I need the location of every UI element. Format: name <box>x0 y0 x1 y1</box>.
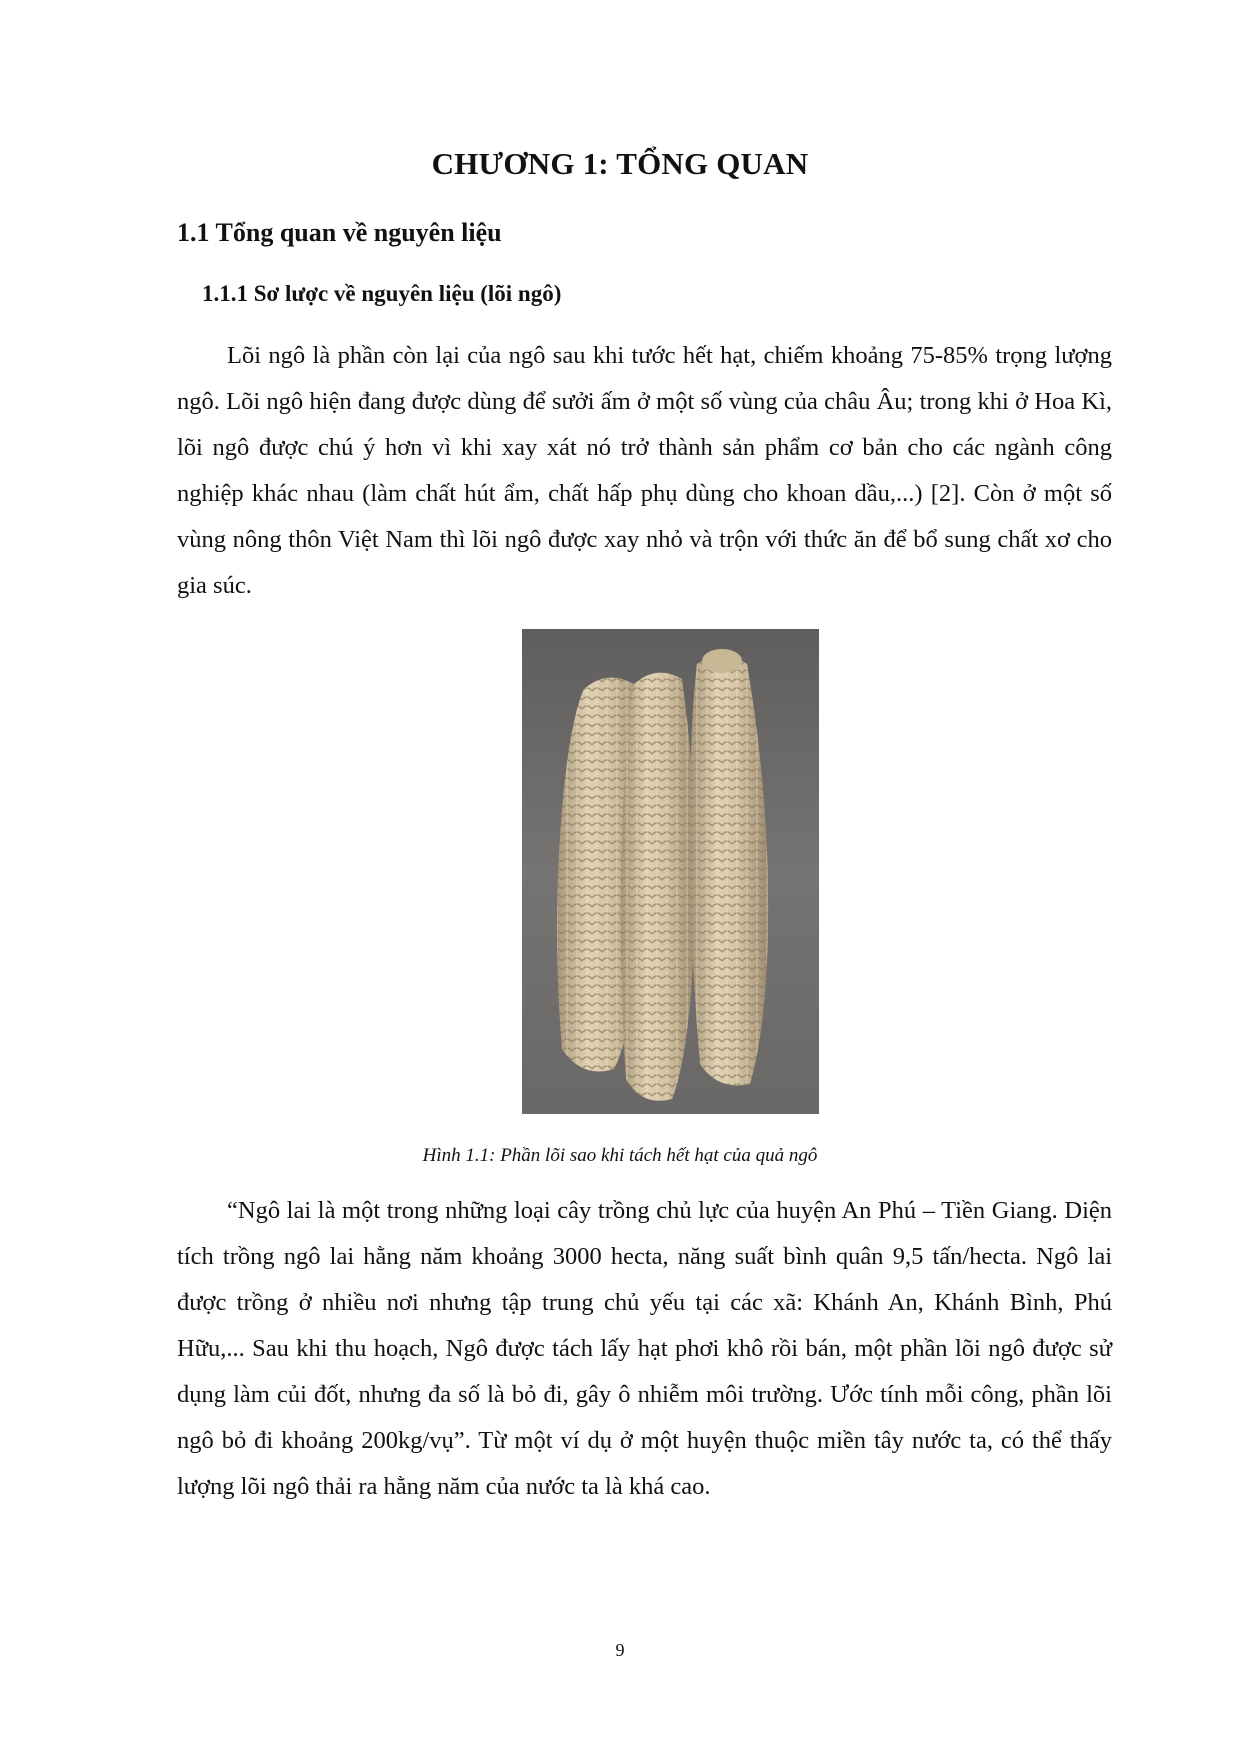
figure-caption: Hình 1.1: Phần lõi sao khi tách hết hạt của quả ngô <box>422 1145 818 1166</box>
corn-cob-illustration <box>522 629 819 1114</box>
subsection-heading: 1.1.1 Sơ lược về nguyên liệu (lõi ngô) <box>202 281 562 306</box>
paragraph-intro: Lõi ngô là phần còn lại của ngô sau khi tước hết hạt, chiếm khoảng 75-85% trọng lượng ngô. Lõi ngô hiện đang được dùng để sưởi ấm ở một số vùng của châu Âu; trong khi ở Hoa Kì, lõi ngô được chú ý hơn vì khi xay xát nó trở thành sản phẩm cơ bản cho các ngành công nghiệp khác nhau (làm chất hút ẩm, chất hấp phụ dùng cho khoan dầu,...) [2]. Còn ở một số vùng nông thôn Việt Nam thì lõi ngô được xay nhỏ và trộn với thức ăn để bổ sung chất xơ cho gia súc. <box>177 342 1112 599</box>
chapter-title: CHƯƠNG 1: TỔNG QUAN <box>431 146 809 181</box>
corn-cob-middle <box>621 673 696 1101</box>
section-heading: 1.1 Tổng quan về nguyên liệu <box>177 218 502 247</box>
corn-cob-photo <box>522 629 819 1114</box>
paragraph-an-phu: “Ngô lai là một trong những loại cây trồng chủ lực của huyện An Phú – Tiền Giang. Diện tích trồng ngô lai hằng năm khoảng 3000 hecta, năng suất bình quân 9,5 tấn/hecta. Ngô lai được trồng ở nhiều nơi nhưng tập trung chủ yếu tại các xã: Khánh An, Khánh Bình, Phú Hữu,... Sau khi thu hoạch, Ngô được tách lấy hạt phơi khô rồi bán, một phần lõi ngô được sử dụng làm củi đốt, nhưng đa số là bỏ đi, gây ô nhiễm môi trường. Ước tính mỗi công, phần lõi ngô bỏ đi khoảng 200kg/vụ”. Từ một ví dụ ở một huyện thuộc miền tây nước ta, có thể thấy lượng lõi ngô thải ra hằng năm của nước ta là khá cao. <box>177 1197 1112 1500</box>
page-number: 9 <box>615 1640 625 1660</box>
